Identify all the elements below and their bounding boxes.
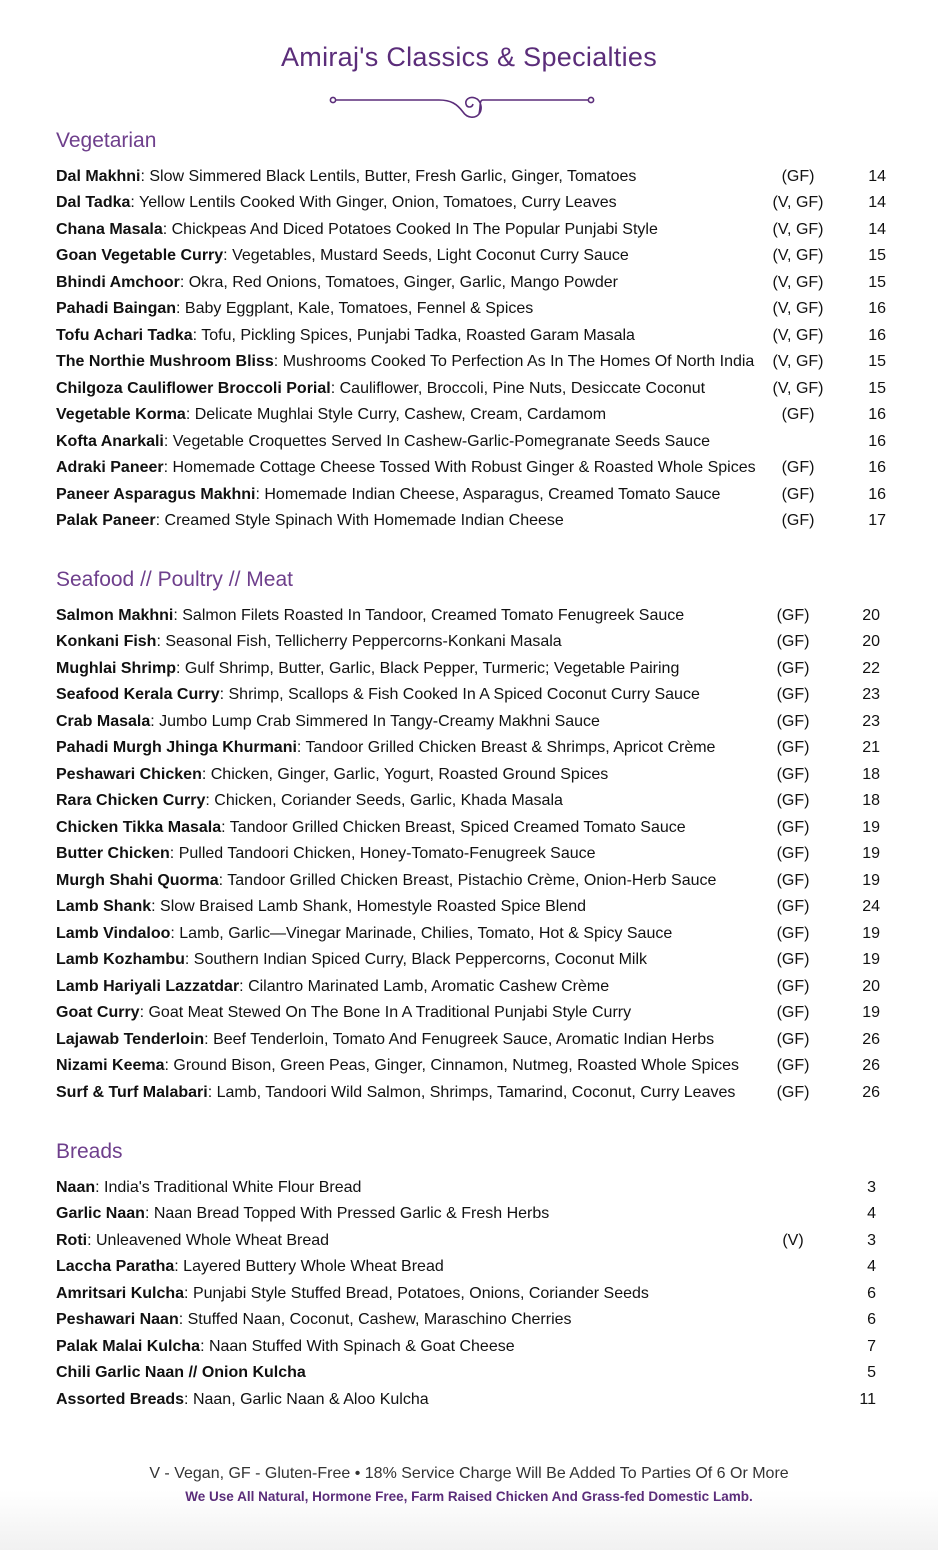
- dish-description: Tofu, Pickling Spices, Punjabi Tadka, Roasted Garam Masala: [201, 326, 635, 344]
- diet-tag: (GF): [776, 845, 810, 862]
- list-item: Paneer Asparagus Makhni: Homemade Indian Cheese, Asparagus, Creamed Tomato Sauce (GF) 16: [56, 482, 886, 509]
- diet-tag: (GF): [781, 167, 815, 185]
- dish-name: Peshawari Chicken: [56, 765, 202, 783]
- list-item: Surf & Turf Malabari: Lamb, Tandoori Wild Salmon, Shrimps, Tamarind, Coconut, Curry Leaves (GF) 26: [56, 1080, 886, 1107]
- dish-name: The Northie Mushroom Bliss: [56, 353, 274, 370]
- list-item: Kofta Anarkali: Vegetable Croquettes Served In Cashew-Garlic-Pomegranate Seeds Sauce 16: [56, 429, 886, 456]
- price: 3: [867, 1231, 876, 1249]
- price: 16: [868, 485, 886, 503]
- dish-description: India's Traditional White Flour Bread: [104, 1178, 362, 1196]
- price: 16: [868, 300, 886, 317]
- price: 6: [867, 1311, 876, 1328]
- price: 20: [862, 606, 880, 624]
- footer-note: We Use All Natural, Hormone Free, Farm Raised Chicken And Grass-fed Domestic Lamb.: [185, 1489, 753, 1504]
- dish-description: Beef Tenderloin, Tomato And Fenugreek Sauce, Aromatic Indian Herbs: [213, 1030, 715, 1048]
- dish-description: Vegetables, Mustard Seeds, Light Coconut Curry Sauce: [232, 247, 629, 264]
- dish-description: Seasonal Fish, Tellicherry Peppercorns-Konkani Masala: [165, 633, 562, 650]
- diet-tag: (GF): [776, 924, 810, 942]
- diet-tag: (GF): [781, 485, 815, 503]
- price: 6: [867, 1284, 876, 1302]
- dish-name: Goan Vegetable Curry: [56, 247, 224, 264]
- dish-name: Surf & Turf Malabari: [56, 1083, 208, 1101]
- diet-tag: (V): [782, 1231, 804, 1249]
- diet-tag: (GF): [776, 818, 810, 836]
- dish-name: Murgh Shahi Quorma: [56, 871, 219, 889]
- dish-name: Paneer Asparagus Makhni: [56, 485, 256, 503]
- breads-list: [56, 1175, 886, 1414]
- price: 26: [862, 1030, 880, 1048]
- dish-description: Naan Bread Topped With Pressed Garlic & Fresh Herbs: [153, 1205, 550, 1222]
- diet-tag: (GF): [776, 951, 810, 968]
- list-item: Goan Vegetable Curry: Vegetables, Mustard Seeds, Light Coconut Curry Sauce (V, GF) 15: [56, 243, 886, 270]
- price: 18: [862, 765, 880, 783]
- list-item: Roti: Unleavened Whole Wheat Bread (V) 3: [56, 1228, 886, 1255]
- dish-name: Bhindi Amchoor: [56, 273, 180, 291]
- dish-description: Yellow Lentils Cooked With Ginger, Onion, Tomatoes, Curry Leaves: [139, 194, 617, 211]
- dish-name: Lamb Kozhambu: [56, 951, 185, 968]
- price: 3: [867, 1178, 876, 1196]
- diet-tag: (V, GF): [772, 353, 824, 370]
- dish-name: Lamb Vindaloo: [56, 924, 171, 942]
- dish-description: Mushrooms Cooked To Perfection As In The Homes Of North India: [282, 353, 755, 370]
- list-item: Chilgoza Cauliflower Broccoli Porial: Cauliflower, Broccoli, Pine Nuts, Desiccate Coconut (V, GF) 15: [56, 376, 886, 403]
- list-item: Dal Tadka: Yellow Lentils Cooked With Ginger, Onion, Tomatoes, Curry Leaves (V, GF) 14: [56, 190, 886, 217]
- list-item: Crab Masala: Jumbo Lump Crab Simmered In Tangy-Creamy Makhni Sauce (GF) 23: [56, 709, 886, 736]
- dish-description: Jumbo Lump Crab Simmered In Tangy-Creamy Makhni Sauce: [159, 712, 600, 730]
- diet-tag: (GF): [776, 792, 810, 809]
- dish-name: Palak Malai Kulcha: [56, 1337, 201, 1355]
- price: 16: [868, 432, 886, 450]
- diet-tag: (GF): [776, 1004, 810, 1021]
- dish-description: Ground Bison, Green Peas, Ginger, Cinnamon, Nutmeg, Roasted Whole Spices: [173, 1057, 740, 1074]
- dish-name: Chilgoza Cauliflower Broccoli Porial: [56, 379, 331, 397]
- footer-legend: V - Vegan, GF - Gluten-Free • 18% Service Charge Will Be Added To Parties Of 6 Or More: [149, 1465, 789, 1482]
- dish-name: Chicken Tikka Masala: [56, 818, 222, 836]
- list-item: Lamb Hariyali Lazzatdar: Cilantro Marinated Lamb, Aromatic Cashew Crème (GF) 20: [56, 974, 886, 1001]
- dish-name: Dal Makhni: [56, 167, 141, 185]
- dish-name: Dal Tadka: [56, 194, 131, 211]
- list-item: Adraki Paneer: Homemade Cottage Cheese Tossed With Robust Ginger & Roasted Whole Spices (GF) 16: [56, 455, 886, 482]
- dish-description: Layered Buttery Whole Wheat Bread: [183, 1258, 444, 1275]
- dish-name: Palak Paneer: [56, 512, 156, 529]
- price: 22: [862, 659, 880, 677]
- list-item: Tofu Achari Tadka: Tofu, Pickling Spices, Punjabi Tadka, Roasted Garam Masala (V, GF) 16: [56, 323, 886, 350]
- dish-name: Assorted Breads: [56, 1390, 185, 1408]
- list-item: Peshawari Naan: Stuffed Naan, Coconut, Cashew, Maraschino Cherries 6: [56, 1307, 886, 1334]
- page-title: Amiraj's Classics & Specialties: [280, 42, 658, 72]
- dish-description: Salmon Filets Roasted In Tandoor, Creamed Tomato Fenugreek Sauce: [182, 606, 685, 624]
- dish-name: Pahadi Baingan: [56, 300, 177, 317]
- list-item: Nizami Keema: Ground Bison, Green Peas, Ginger, Cinnamon, Nutmeg, Roasted Whole Spices (GF) 26: [56, 1053, 886, 1080]
- list-item: Rara Chicken Curry: Chicken, Coriander Seeds, Garlic, Khada Masala (GF) 18: [56, 788, 886, 815]
- dish-name: Kofta Anarkali: [56, 432, 164, 450]
- seafood-poultry-meat-list: [56, 603, 886, 1107]
- price: 4: [867, 1205, 876, 1222]
- list-item: Lamb Kozhambu: Southern Indian Spiced Curry, Black Peppercorns, Coconut Milk (GF) 19: [56, 947, 886, 974]
- dish-description: Tandoor Grilled Chicken Breast, Pistachio Crème, Onion-Herb Sauce: [227, 871, 717, 889]
- price: 23: [862, 686, 880, 703]
- dish-description: Homemade Cottage Cheese Tossed With Robust Ginger & Roasted Whole Spices: [172, 459, 756, 476]
- list-item: Lamb Vindaloo: Lamb, Garlic—Vinegar Marinade, Chilies, Tomato, Hot & Spicy Sauce (GF) 19: [56, 921, 886, 948]
- dish-name: Nizami Keema: [56, 1057, 165, 1074]
- dish-name: Konkani Fish: [56, 633, 157, 650]
- vegetarian-list: [56, 164, 886, 535]
- dish-description: Unleavened Whole Wheat Bread: [96, 1231, 330, 1249]
- diet-tag: (GF): [776, 765, 810, 783]
- dish-description: Lamb, Garlic—Vinegar Marinade, Chilies, Tomato, Hot & Spicy Sauce: [179, 924, 673, 942]
- list-item: Lajawab Tenderloin: Beef Tenderloin, Tomato And Fenugreek Sauce, Aromatic Indian Herbs (GF) 26: [56, 1027, 886, 1054]
- price: 26: [862, 1057, 880, 1074]
- section-title-seafood-poultry-meat: Seafood // Poultry // Meat: [56, 568, 293, 591]
- dish-name: Peshawari Naan: [56, 1311, 179, 1328]
- diet-tag: (GF): [776, 659, 810, 677]
- dish-description: Tandoor Grilled Chicken Breast, Spiced Creamed Tomato Sauce: [229, 818, 686, 836]
- diet-tag: (GF): [776, 977, 810, 995]
- dish-name: Lamb Shank: [56, 898, 152, 915]
- dish-description: Tandoor Grilled Chicken Breast & Shrimps, Apricot Crème: [305, 739, 716, 756]
- dish-description: Cilantro Marinated Lamb, Aromatic Cashew Crème: [248, 977, 610, 995]
- section-title-vegetarian: Vegetarian: [56, 129, 157, 152]
- list-item: Konkani Fish: Seasonal Fish, Tellicherry Peppercorns-Konkani Masala (GF) 20: [56, 629, 886, 656]
- dish-description: Lamb, Tandoori Wild Salmon, Shrimps, Tamarind, Coconut, Curry Leaves: [216, 1083, 736, 1101]
- list-item: Garlic Naan: Naan Bread Topped With Pressed Garlic & Fresh Herbs 4: [56, 1201, 886, 1228]
- dish-name: Mughlai Shrimp: [56, 659, 176, 677]
- dish-name: Crab Masala: [56, 712, 151, 730]
- price: 15: [868, 247, 886, 264]
- list-item: Peshawari Chicken: Chicken, Ginger, Garlic, Yogurt, Roasted Ground Spices (GF) 18: [56, 762, 886, 789]
- price: 19: [862, 845, 880, 862]
- diet-tag: (V, GF): [772, 326, 824, 344]
- list-item: Pahadi Murgh Jhinga Khurmani: Tandoor Grilled Chicken Breast & Shrimps, Apricot Crème (GF) 21: [56, 735, 886, 762]
- dish-description: Pulled Tandoori Chicken, Honey-Tomato-Fenugreek Sauce: [178, 845, 596, 862]
- diet-tag: (V, GF): [772, 220, 824, 238]
- dish-description: Cauliflower, Broccoli, Pine Nuts, Desiccate Coconut: [339, 379, 706, 397]
- price: 16: [868, 459, 886, 476]
- dish-description: Stuffed Naan, Coconut, Cashew, Maraschino Cherries: [187, 1311, 572, 1328]
- flourish-ornament-icon: [329, 86, 595, 122]
- list-item: Naan: India's Traditional White Flour Bread 3: [56, 1175, 886, 1202]
- price: 26: [862, 1083, 880, 1101]
- diet-tag: (GF): [776, 871, 810, 889]
- price: 14: [868, 167, 886, 185]
- dish-description: Naan Stuffed With Spinach & Goat Cheese: [208, 1337, 515, 1355]
- dish-description: Delicate Mughlai Style Curry, Cashew, Cream, Cardamom: [194, 406, 607, 423]
- diet-tag: (V, GF): [772, 300, 824, 317]
- dish-description: Slow Simmered Black Lentils, Butter, Fresh Garlic, Ginger, Tomatoes: [149, 167, 637, 185]
- dish-description: Chicken, Ginger, Garlic, Yogurt, Roasted Ground Spices: [210, 765, 609, 783]
- diet-tag: (V, GF): [772, 194, 824, 211]
- price: 19: [862, 924, 880, 942]
- dish-name: Rara Chicken Curry: [56, 792, 206, 809]
- price: 16: [868, 326, 886, 344]
- diet-tag: (GF): [776, 1030, 810, 1048]
- list-item: Salmon Makhni: Salmon Filets Roasted In Tandoor, Creamed Tomato Fenugreek Sauce (GF) 20: [56, 603, 886, 630]
- list-item: Chicken Tikka Masala: Tandoor Grilled Chicken Breast, Spiced Creamed Tomato Sauce (GF) 19: [56, 815, 886, 842]
- list-item: Goat Curry: Goat Meat Stewed On The Bone In A Traditional Punjabi Style Curry (GF) 19: [56, 1000, 886, 1027]
- price: 19: [862, 818, 880, 836]
- price: 15: [868, 353, 886, 370]
- dish-description: Slow Braised Lamb Shank, Homestyle Roasted Spice Blend: [160, 898, 587, 915]
- dish-name: Pahadi Murgh Jhinga Khurmani: [56, 739, 297, 756]
- dish-name: Adraki Paneer: [56, 459, 164, 476]
- section-title-breads: Breads: [56, 1140, 123, 1163]
- dish-name: Vegetable Korma: [56, 406, 186, 423]
- dish-name: Seafood Kerala Curry: [56, 686, 220, 703]
- price: 24: [862, 898, 880, 915]
- list-item: Seafood Kerala Curry: Shrimp, Scallops & Fish Cooked In A Spiced Coconut Curry Sauce (GF) 23: [56, 682, 886, 709]
- dish-name: Chili Garlic Naan // Onion Kulcha: [56, 1364, 306, 1381]
- list-item: The Northie Mushroom Bliss: Mushrooms Cooked To Perfection As In The Homes Of North India (V, GF) 15: [56, 349, 886, 376]
- dish-description: Okra, Red Onions, Tomatoes, Ginger, Garlic, Mango Powder: [188, 273, 618, 291]
- diet-tag: (GF): [776, 1057, 810, 1074]
- list-item: [56, 1360, 886, 1387]
- price: 19: [862, 871, 880, 889]
- dish-name: Tofu Achari Tadka: [56, 326, 193, 344]
- price: 14: [868, 220, 886, 238]
- dish-description: Baby Eggplant, Kale, Tomatoes, Fennel & Spices: [184, 300, 534, 317]
- diet-tag: (GF): [776, 739, 810, 756]
- dish-name: Roti: [56, 1231, 88, 1249]
- price: 14: [868, 194, 886, 211]
- list-item: Palak Malai Kulcha: Naan Stuffed With Spinach & Goat Cheese 7: [56, 1334, 886, 1361]
- list-item: Vegetable Korma: Delicate Mughlai Style Curry, Cashew, Cream, Cardamom (GF) 16: [56, 402, 886, 429]
- list-item: Laccha Paratha: Layered Buttery Whole Wheat Bread 4: [56, 1254, 886, 1281]
- dish-description: Chicken, Coriander Seeds, Garlic, Khada Masala: [214, 792, 563, 809]
- price: 4: [867, 1258, 876, 1275]
- dish-name: Chana Masala: [56, 220, 163, 238]
- price: 20: [862, 977, 880, 995]
- dish-description: Vegetable Croquettes Served In Cashew-Garlic-Pomegranate Seeds Sauce: [172, 432, 710, 450]
- diet-tag: (GF): [781, 512, 815, 529]
- diet-tag: (GF): [781, 459, 815, 476]
- dish-description: Homemade Indian Cheese, Asparagus, Creamed Tomato Sauce: [264, 485, 721, 503]
- dish-description: Southern Indian Spiced Curry, Black Peppercorns, Coconut Milk: [193, 951, 648, 968]
- dish-name: Garlic Naan: [56, 1205, 145, 1222]
- diet-tag: (GF): [776, 1083, 810, 1101]
- price: 17: [868, 512, 886, 529]
- list-item: Amritsari Kulcha: Punjabi Style Stuffed Bread, Potatoes, Onions, Coriander Seeds 6: [56, 1281, 886, 1308]
- list-item: Mughlai Shrimp: Gulf Shrimp, Butter, Garlic, Black Pepper, Turmeric; Vegetable Pairing (GF) 22: [56, 656, 886, 683]
- list-item: Bhindi Amchoor: Okra, Red Onions, Tomatoes, Ginger, Garlic, Mango Powder (V, GF) 15: [56, 270, 886, 297]
- price: 16: [868, 406, 886, 423]
- list-item: Butter Chicken: Pulled Tandoori Chicken, Honey-Tomato-Fenugreek Sauce (GF) 19: [56, 841, 886, 868]
- price: 19: [862, 951, 880, 968]
- list-item: Chana Masala: Chickpeas And Diced Potatoes Cooked In The Popular Punjabi Style (V, GF) 14: [56, 217, 886, 244]
- dish-name: Salmon Makhni: [56, 606, 174, 624]
- diet-tag: (V, GF): [772, 247, 824, 264]
- dish-name: Laccha Paratha: [56, 1258, 175, 1275]
- price: 15: [868, 273, 886, 291]
- list-item: Assorted Breads: Naan, Garlic Naan & Aloo Kulcha 11: [56, 1387, 886, 1414]
- diet-tag: (V, GF): [772, 379, 824, 397]
- diet-tag: (GF): [776, 686, 810, 703]
- dish-description: Punjabi Style Stuffed Bread, Potatoes, Onions, Coriander Seeds: [192, 1284, 649, 1302]
- dish-name: Lajawab Tenderloin: [56, 1030, 205, 1048]
- price: 7: [867, 1337, 876, 1355]
- price: 15: [868, 379, 886, 397]
- diet-tag: (GF): [776, 633, 810, 650]
- dish-description: Naan, Garlic Naan & Aloo Kulcha: [192, 1390, 429, 1408]
- list-item: Pahadi Baingan: Baby Eggplant, Kale, Tomatoes, Fennel & Spices (V, GF) 16: [56, 296, 886, 323]
- price: 21: [862, 739, 880, 756]
- diet-tag: (V, GF): [772, 273, 824, 291]
- list-item: Dal Makhni: Slow Simmered Black Lentils, Butter, Fresh Garlic, Ginger, Tomatoes (GF) 14: [56, 164, 886, 191]
- dish-description: Gulf Shrimp, Butter, Garlic, Black Pepper, Turmeric; Vegetable Pairing: [184, 659, 680, 677]
- list-item: Lamb Shank: Slow Braised Lamb Shank, Homestyle Roasted Spice Blend (GF) 24: [56, 894, 886, 921]
- dish-description: Creamed Style Spinach With Homemade Indian Cheese: [164, 512, 564, 529]
- price: 20: [862, 633, 880, 650]
- diet-tag: (GF): [776, 712, 810, 730]
- dish-description: Goat Meat Stewed On The Bone In A Traditional Punjabi Style Curry: [148, 1004, 632, 1021]
- diet-tag: (GF): [776, 606, 810, 624]
- diet-tag: (GF): [776, 898, 810, 915]
- price: 11: [859, 1390, 876, 1408]
- dish-description: Shrimp, Scallops & Fish Cooked In A Spiced Coconut Curry Sauce: [228, 686, 700, 703]
- dish-description: Chickpeas And Diced Potatoes Cooked In The Popular Punjabi Style: [171, 220, 658, 238]
- dish-name: Amritsari Kulcha: [56, 1284, 185, 1302]
- list-item: Palak Paneer: Creamed Style Spinach With Homemade Indian Cheese (GF) 17: [56, 508, 886, 535]
- diet-tag: (GF): [781, 406, 815, 423]
- price: 18: [862, 792, 880, 809]
- price: 5: [867, 1364, 876, 1381]
- dish-name: Naan: [56, 1178, 96, 1196]
- dish-name: Lamb Hariyali Lazzatdar: [56, 977, 240, 995]
- dish-name: Butter Chicken: [56, 845, 170, 862]
- price: 19: [862, 1004, 880, 1021]
- list-item: Murgh Shahi Quorma: Tandoor Grilled Chicken Breast, Pistachio Crème, Onion-Herb Sauce (GF) 19: [56, 868, 886, 895]
- dish-name: Goat Curry: [56, 1004, 140, 1021]
- price: 23: [862, 712, 880, 730]
